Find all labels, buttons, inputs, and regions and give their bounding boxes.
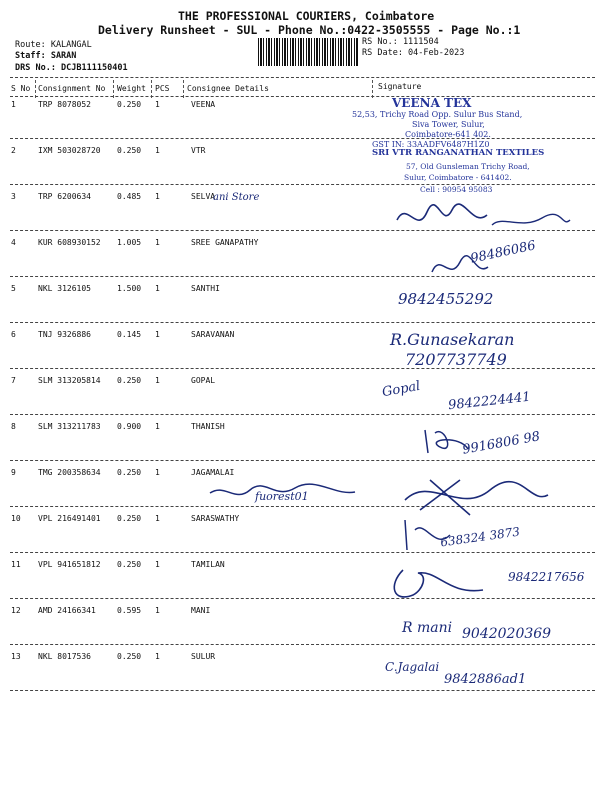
rs-date: RS Date: 04-Feb-2023 [362,48,465,58]
row-consignee: SREE GANAPATHY [191,238,259,247]
row-consignment: NKL 8017536 [38,652,91,661]
row-sno: 1 [11,100,16,109]
selva-note: ani Store [213,192,260,203]
row-weight: 0.250 [117,560,142,569]
row-weight: 0.485 [117,192,142,201]
company-title: THE PROFESSIONAL COURIERS, Coimbatore [178,9,435,23]
row-sno: 2 [11,146,16,155]
row-consignee: TAMILAN [191,560,225,569]
signature-row11 [388,565,488,605]
veena-stamp-addr3: Coimbatore-641 402. [405,130,491,139]
vtr-stamp-addr1: 57, Old Gunsleman Trichy Road, [406,162,530,171]
row-pcs: 1 [155,560,160,569]
handwriting-row6-phone: 7207737749 [405,350,507,369]
row-weight: 0.145 [117,330,142,339]
row-consignee: VEENA [191,100,216,109]
row-divider [10,644,595,645]
runsheet-title: Delivery Runsheet - SUL - Phone No.:0422-3505555 - Page No.:1 [98,23,521,37]
row-consignee: SARASWATHY [191,514,240,523]
handwriting-row8: 9916806 98 [461,429,542,458]
handwriting-row13-phone: 9842886ad1 [444,672,527,687]
row-pcs: 1 [155,422,160,431]
row-pcs: 1 [155,100,160,109]
row-weight: 0.250 [117,468,142,477]
row-sno: 3 [11,192,16,201]
row-consignment: SLM 313211783 [38,422,101,431]
row-consignee: SARAVANAN [191,330,235,339]
veena-stamp-name: VEENA TEX [392,96,472,110]
vtr-stamp-cell: Cell : 90954 95083 [420,185,493,194]
row-sno: 8 [11,422,16,431]
row-sno: 10 [11,514,21,523]
col-weight: Weight [117,84,146,93]
handwriting-row4: 98486086 [469,238,538,267]
staff-label: Staff: SARAN [15,51,77,61]
vtr-stamp-name: SRI VTR RANGANATHAN TEXTILES [372,148,545,158]
col-consignment: Consignment No [38,84,106,93]
row-consignment: TRP 8078052 [38,100,91,109]
drs-number: DRS No.: DCJB111150401 [15,63,128,73]
handwriting-row13-name: C.Jagalai [385,660,440,674]
row-divider [10,598,595,599]
row-pcs: 1 [155,652,160,661]
row-sno: 12 [11,606,21,615]
handwriting-row9: fuorest01 [255,490,309,503]
row-weight: 1.005 [117,238,142,247]
row-consignee: MANI [191,606,211,615]
row-divider [10,322,595,323]
row-divider [10,460,595,461]
row-sno: 9 [11,468,16,477]
row-pcs: 1 [155,376,160,385]
row-consignee: SELVA [191,192,216,201]
handwriting-row5: 9842455292 [398,290,494,308]
handwriting-row7-phone: 9842224441 [447,389,532,414]
row-weight: 0.900 [117,422,142,431]
handwriting-row10: 638324 3873 [439,524,521,550]
header-bottom-rule [10,96,595,97]
row-sno: 4 [11,238,16,247]
row-divider [10,414,595,415]
route-label: Route: KALANGAL [15,40,92,50]
handwriting-row7-name: Gopal [380,378,422,401]
row-consignee: SULUR [191,652,216,661]
row-sno: 11 [11,560,21,569]
row-pcs: 1 [155,514,160,523]
row-weight: 0.595 [117,606,142,615]
row-weight: 0.250 [117,100,142,109]
row-divider [10,368,595,369]
row-sno: 7 [11,376,16,385]
veena-stamp-gst: GST IN: 33AADFV6487H1Z0 [372,140,490,149]
row-pcs: 1 [155,330,160,339]
rs-number: RS No.: 1111504 [362,37,439,47]
handwriting-row11: 9842217656 [508,570,585,584]
row-weight: 1.500 [117,284,142,293]
row-consignee: JAGAMALAI [191,468,235,477]
row-divider [10,276,595,277]
col-consignee: Consignee Details [187,84,269,93]
row-sno: 13 [11,652,21,661]
row-consignment: KUR 608930152 [38,238,101,247]
row-weight: 0.250 [117,652,142,661]
col-sno: S No [11,84,31,93]
veena-stamp-addr1: 52,53, Trichy Road Opp. Sulur Bus Stand, [352,110,523,119]
signature-row3 [392,200,572,240]
signature-row4 [430,252,490,282]
row-sno: 5 [11,284,16,293]
row-consignee: SANTHI [191,284,220,293]
row-divider [10,552,595,553]
handwriting-row6-name: R.Gunasekaran [390,330,515,349]
row-pcs: 1 [155,238,160,247]
row-pcs: 1 [155,192,160,201]
barcode [258,38,358,66]
row-consignment: TNJ 9326886 [38,330,91,339]
row-divider [10,690,595,691]
row-consignee: VTR [191,146,206,155]
handwriting-row12: 9042020369 [462,626,552,642]
signature-row12: R mani [402,620,453,636]
row-sno: 6 [11,330,16,339]
vtr-stamp-addr2: Sulur, Coimbatore - 641402. [404,173,512,182]
row-pcs: 1 [155,284,160,293]
row-pcs: 1 [155,146,160,155]
row-consignee: THANISH [191,422,225,431]
row-consignment: VPL 941651812 [38,560,101,569]
col-pcs: PCS [155,84,170,93]
row-divider [10,184,595,185]
veena-stamp-addr2: Siva Tower, Sulur, [412,120,485,129]
header-top-rule [10,77,595,78]
row-weight: 0.250 [117,376,142,385]
row-consignee: GOPAL [191,376,216,385]
col-signature: Signature [378,82,422,91]
row-weight: 0.250 [117,146,142,155]
row-consignment: SLM 313205814 [38,376,101,385]
row-consignment: TRP 6200634 [38,192,91,201]
row-consignment: VPL 216491401 [38,514,101,523]
row-consignment: AMD 24166341 [38,606,96,615]
row-divider [10,138,595,139]
row-consignment: IXM 503028720 [38,146,101,155]
row-weight: 0.250 [117,514,142,523]
row-consignment: NKL 3126105 [38,284,91,293]
row-consignment: TMG 200358634 [38,468,101,477]
row-pcs: 1 [155,606,160,615]
row-pcs: 1 [155,468,160,477]
